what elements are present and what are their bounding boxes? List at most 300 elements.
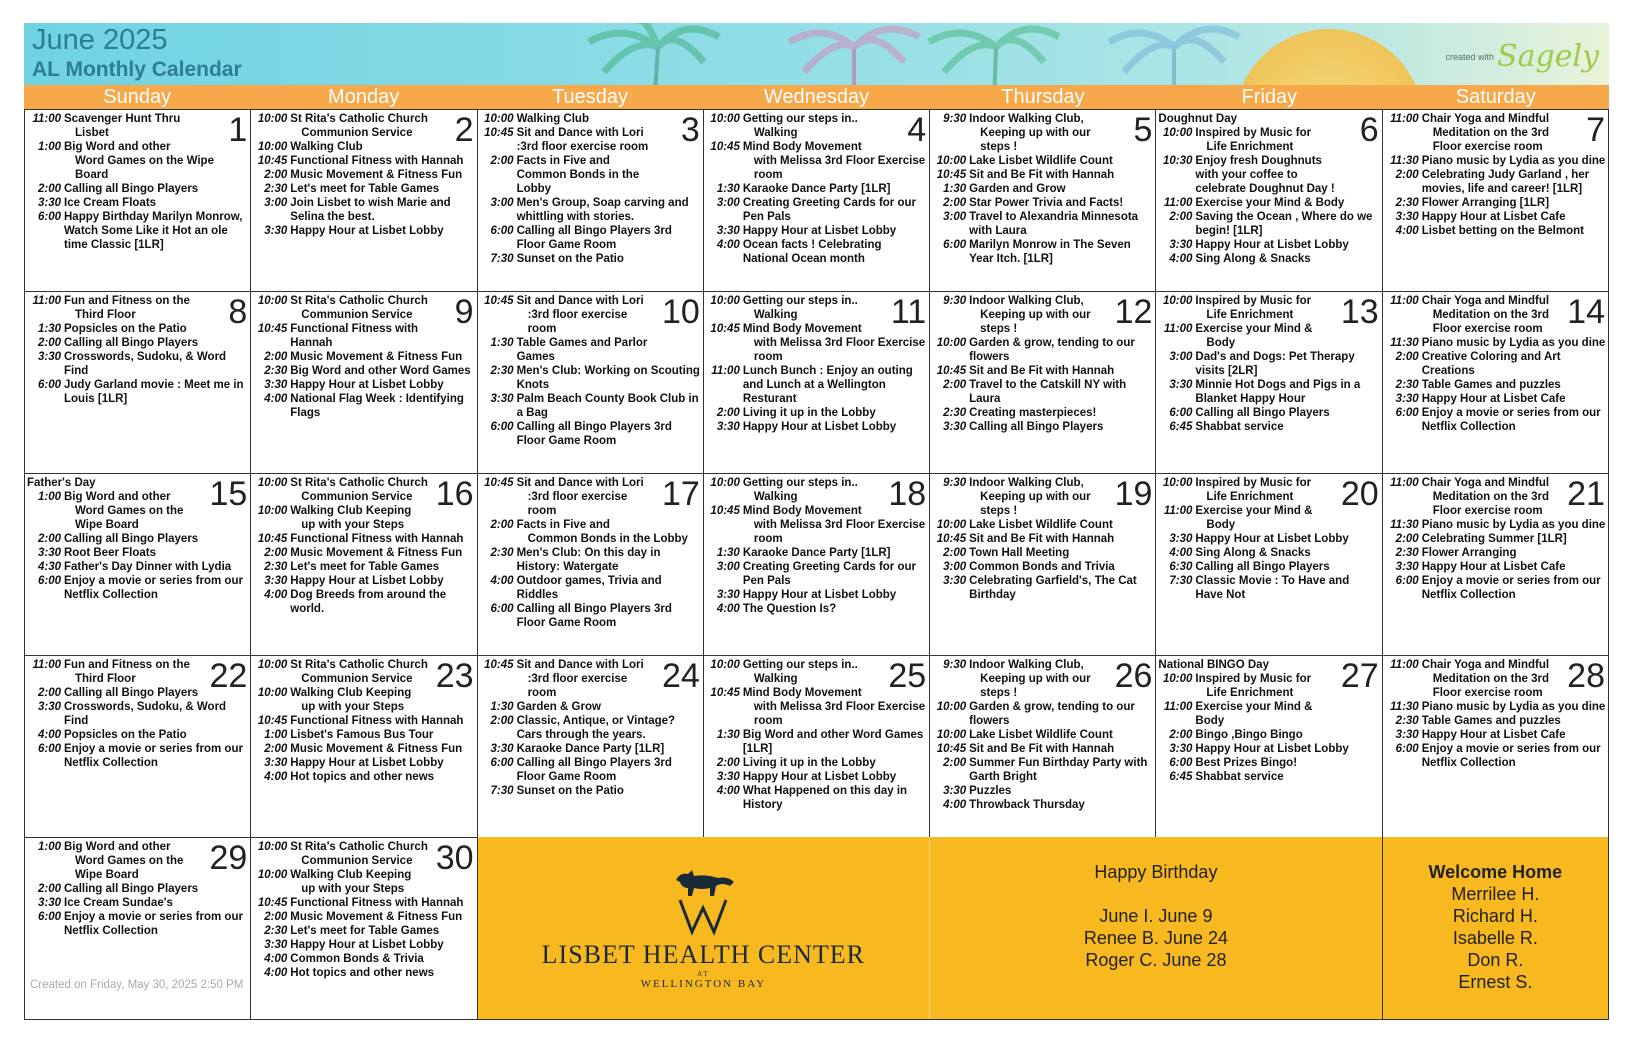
event-time: 10:45 (710, 505, 740, 517)
event-time (27, 154, 61, 182)
event-time (932, 140, 966, 154)
calendar-event (932, 798, 1153, 812)
event-time: 11:30 (1390, 701, 1419, 713)
event-title: Life Enrichment (1206, 491, 1294, 503)
calendar-event (1158, 196, 1379, 210)
event-title: Inspired by Music for (1195, 477, 1312, 489)
event-time: 3:30 (264, 575, 288, 587)
calendar-event (253, 728, 474, 742)
birthday-title: Happy Birthday (1094, 862, 1218, 882)
calendar-event (932, 196, 1153, 210)
event-time: 4:00 (490, 575, 514, 587)
event-title: Join Lisbet to wish Marie and Selina the best. (290, 197, 451, 223)
event-title: Garden and Grow (969, 183, 1066, 195)
event-title: Happy Hour at Lisbet Cafe (1421, 211, 1566, 223)
calendar-event (253, 910, 474, 924)
calendar-event (480, 532, 701, 546)
calendar-event (1385, 378, 1606, 392)
calendar-event (706, 784, 927, 812)
event-title: Sit and Dance with Lori (516, 659, 644, 671)
event-time (1158, 518, 1192, 532)
calendar-event (706, 602, 927, 616)
calendar-event (253, 756, 474, 770)
event-time: 2:00 (943, 757, 967, 769)
event-time: 3:30 (37, 351, 61, 363)
event-title: Getting our steps in.. (742, 477, 858, 489)
event-time: 2:30 (1395, 547, 1419, 559)
event-title: National Flag Week : Identifying Flags (290, 393, 464, 419)
event-title: Mind Body Movement (742, 323, 862, 335)
welcome-name: Isabelle R. (1452, 928, 1538, 948)
calendar-event (1385, 196, 1606, 210)
calendar-event (932, 784, 1153, 798)
event-title: Calling all Bingo Players 3rd Floor Game Room (516, 225, 672, 251)
calendar-event (1385, 154, 1606, 168)
event-time: 3:30 (943, 575, 967, 587)
event-title: steps ! (980, 323, 1018, 335)
event-title: :3rd floor exercise room (527, 673, 628, 699)
event-title: Happy Hour at Lisbet Lobby (290, 379, 444, 391)
event-time: 10:00 (1163, 127, 1193, 139)
calendar-event (1385, 168, 1606, 196)
event-time: 3:00 (716, 561, 740, 573)
event-title: Functional Fitness with Hannah (290, 533, 464, 545)
day-cell (25, 473, 251, 655)
event-title: Calling all Bingo Players (64, 183, 199, 195)
calendar-event (1385, 574, 1606, 602)
calendar-subtitle: AL Monthly Calendar (32, 58, 242, 81)
event-title: Crosswords, Sudoku, & Word Find (64, 701, 227, 727)
event-time: 7:30 (1169, 575, 1193, 587)
calendar-event (253, 112, 474, 126)
event-title: Best Prizes Bingo! (1195, 757, 1298, 769)
calendar-event (706, 154, 927, 182)
calendar-event (253, 924, 474, 938)
calendar-event (253, 700, 474, 714)
day-cell (704, 473, 930, 655)
event-title: Enjoy fresh Doughnuts with your coffee to celebrate Doughnut Day ! (1195, 155, 1335, 195)
event-title: steps ! (980, 141, 1018, 153)
event-time: 2:30 (490, 547, 514, 559)
calendar-event (932, 182, 1153, 196)
calendar-event (1158, 350, 1379, 378)
event-time: 10:00 (1163, 673, 1193, 685)
event-time: 3:30 (943, 421, 967, 433)
calendar-event (480, 420, 701, 448)
event-title: Common Bonds & Trivia (290, 953, 424, 965)
event-title: Calling all Bingo Players (1195, 407, 1330, 419)
event-title: Happy Hour at Lisbet Lobby (742, 771, 897, 783)
event-time: 1:00 (264, 729, 288, 741)
calendar-event (253, 126, 474, 140)
calendar-event (706, 140, 927, 154)
event-time: 10:45 (484, 295, 514, 307)
event-time: 3:30 (37, 897, 61, 909)
event-title: with Melissa 3rd Floor Exercise room (753, 337, 926, 363)
event-title: Getting our steps in.. (742, 295, 858, 307)
calendar-event (253, 308, 474, 322)
calendar-event (480, 154, 701, 196)
event-title: Happy Hour at Lisbet Cafe (1421, 561, 1566, 573)
calendar-event (1385, 518, 1606, 532)
event-time: 2:00 (490, 519, 514, 531)
event-time: 10:45 (484, 127, 514, 139)
event-time (706, 154, 740, 182)
event-time: 2:30 (1395, 197, 1419, 209)
event-time: 2:00 (1395, 533, 1419, 545)
day-number: 15 (209, 475, 248, 513)
event-time (253, 126, 287, 140)
event-title: Third Floor (75, 673, 136, 685)
event-title: Music Movement & Fitness Fun (290, 547, 463, 559)
calendar-event (706, 112, 927, 126)
event-title: Sit and Be Fit with Hannah (969, 743, 1115, 755)
event-time: 3:30 (1169, 533, 1193, 545)
event-title: Happy Hour at Lisbet Lobby (290, 939, 444, 951)
event-time: 6:00 (490, 603, 514, 615)
event-title: Indoor Walking Club, (969, 659, 1084, 671)
day-header-tuesday: Tuesday (552, 86, 629, 108)
calendar-event (1158, 700, 1379, 728)
event-title: Walking Club Keeping (290, 687, 412, 699)
event-title: Dog Breeds from around the world. (290, 589, 447, 615)
event-title: Chair Yoga and Mindful (1421, 659, 1550, 671)
calendar-event (932, 336, 1153, 364)
calendar-event (1158, 742, 1379, 756)
event-time: 3:30 (716, 771, 740, 783)
day-number: 10 (662, 293, 700, 331)
calendar-event (253, 378, 474, 392)
event-title: Calling all Bingo Players (64, 337, 199, 349)
event-title: Travel to the Catskill NY with Laura (969, 379, 1127, 405)
event-time: 1:30 (490, 701, 514, 713)
calendar-event (1158, 336, 1379, 350)
day-cell (25, 291, 251, 473)
calendar-event (932, 700, 1153, 728)
event-title: Enjoy a movie or series from our Netflix Collection (1421, 743, 1601, 769)
event-title: Throwback Thursday (969, 799, 1085, 811)
event-time: 2:00 (716, 757, 740, 769)
event-time: 6:45 (1169, 421, 1193, 433)
calendar-event (253, 770, 474, 784)
calendar-month-title: June 2025 (32, 24, 168, 56)
event-title: Chair Yoga and Mindful (1421, 113, 1550, 125)
day-cell (930, 109, 1156, 291)
event-title: Lake Lisbet Wildlife Count (969, 155, 1113, 167)
day-cell (251, 473, 477, 655)
event-title: St Rita's Catholic Church (290, 113, 428, 125)
event-title: Flower Arranging (1421, 547, 1517, 559)
event-time: 2:00 (1395, 169, 1419, 181)
horse-w-icon (658, 866, 748, 936)
event-title: steps ! (980, 687, 1018, 699)
event-time: 2:00 (264, 351, 288, 363)
day-header-monday: Monday (328, 86, 400, 108)
welcome-name: Richard H. (1452, 906, 1538, 926)
calendar-event (253, 140, 474, 154)
event-time: 10:00 (936, 155, 967, 167)
event-time (1385, 504, 1419, 518)
event-title: Walking Club (516, 113, 589, 125)
calendar-event (480, 546, 701, 574)
event-time (27, 518, 61, 532)
event-time: 10:00 (257, 687, 288, 699)
event-time: 10:45 (710, 687, 740, 699)
event-time: 4:00 (716, 239, 740, 251)
event-time: 2:30 (1395, 379, 1419, 391)
event-title: Crosswords, Sudoku, & Word Find (64, 351, 227, 377)
event-time: 6:00 (1169, 757, 1193, 769)
day-number: 20 (1340, 475, 1379, 513)
event-time: 2:00 (490, 715, 514, 727)
event-title: Father's Day Dinner with Lydia (64, 561, 232, 573)
calendar-event (1385, 112, 1606, 126)
event-title: Enjoy a movie or series from our Netflix Collection (64, 911, 243, 937)
day-cell (1156, 473, 1382, 655)
birthday-name: June I. June 9 (1099, 906, 1213, 926)
calendar-event (932, 112, 1153, 126)
calendar-event (706, 406, 927, 420)
event-title: Table Games and puzzles (1421, 715, 1561, 727)
palm-tree-icon (784, 23, 924, 85)
event-time: 1:00 (37, 491, 61, 503)
event-time (706, 490, 740, 504)
event-time: 3:30 (1395, 729, 1419, 741)
event-title: Indoor Walking Club, (969, 295, 1084, 307)
event-time: 3:30 (37, 197, 61, 209)
event-title: Walking Club Keeping (290, 505, 412, 517)
calendar-event (253, 896, 474, 910)
created-on-footer: Created on Friday, May 30, 2025 2:50 PM (30, 979, 244, 991)
event-title: Ocean facts ! Celebrating National Ocean month (742, 239, 882, 265)
palm-tree-icon (584, 23, 724, 85)
event-title: Happy Hour at Lisbet Lobby (742, 421, 897, 433)
event-time (27, 672, 61, 686)
event-time: 2:00 (37, 183, 61, 195)
day-number: 26 (1114, 657, 1153, 695)
event-title: Enjoy a movie or series from our Netflix Collection (1421, 407, 1601, 433)
calendar-event (1385, 728, 1606, 742)
event-title: Walking Club (290, 141, 363, 153)
calendar-event (480, 518, 701, 532)
event-title: Bingo ,Bingo Bingo (1195, 729, 1303, 741)
event-title: Body (1206, 337, 1236, 349)
event-title: Ice Cream Floats (64, 197, 157, 209)
event-time: 3:00 (943, 561, 967, 573)
day-cell (704, 655, 930, 837)
calendar-event (1385, 392, 1606, 406)
event-title: Inspired by Music for (1195, 295, 1312, 307)
calendar-event (1158, 756, 1379, 770)
event-time: 2:00 (37, 883, 61, 895)
day-header-saturday: Saturday (1455, 86, 1536, 108)
event-time: 6:00 (37, 911, 61, 923)
event-title: Sit and Dance with Lori :3rd floor exercise room (516, 127, 649, 153)
event-title: Scavenger Hunt Thru (64, 113, 181, 125)
event-time (932, 686, 966, 700)
event-time: 3:30 (37, 701, 61, 713)
event-title: up with your Steps (301, 701, 405, 713)
event-title: Keeping up with our (980, 309, 1091, 321)
day-number: 25 (888, 657, 927, 695)
event-title: Sit and Dance with Lori (516, 477, 644, 489)
calendar-event (253, 182, 474, 196)
calendar-event (1158, 210, 1379, 238)
day-number: 18 (888, 475, 927, 513)
birthday-name: Roger C. June 28 (1085, 950, 1227, 970)
event-time: 7:30 (490, 253, 514, 265)
event-time: 6:45 (1169, 771, 1193, 783)
event-time: 3:30 (1169, 743, 1193, 755)
event-time: 6:00 (37, 575, 61, 587)
event-title: Piano music by Lydia as you dine (1421, 701, 1606, 713)
day-cell (25, 655, 251, 837)
event-time: 10:00 (710, 295, 740, 307)
calendar-event (706, 238, 927, 266)
event-title: Calling all Bingo Players (1195, 561, 1330, 573)
event-time: 2:00 (264, 743, 288, 755)
event-time (1385, 686, 1419, 700)
calendar-event (253, 546, 474, 560)
event-title: Enjoy a movie or series from our Netflix Collection (64, 743, 243, 769)
day-number: 17 (662, 475, 700, 513)
calendar-event (1385, 742, 1606, 770)
event-time (1385, 308, 1419, 322)
event-time: 2:00 (37, 687, 61, 699)
calendar-event (1385, 126, 1606, 140)
calendar-event (932, 140, 1153, 154)
event-title: Creating masterpieces! (969, 407, 1097, 419)
event-time: 9:30 (943, 295, 967, 307)
event-title: with Melissa 3rd Floor Exercise room (753, 155, 926, 181)
event-time (253, 308, 287, 322)
calendar-event (1158, 238, 1379, 252)
calendar-event (1158, 518, 1379, 532)
event-title: Meditation on the 3rd (1432, 673, 1549, 685)
event-time: 2:00 (37, 533, 61, 545)
calendar-event (932, 560, 1153, 574)
event-title: Shabbat service (1195, 421, 1284, 433)
event-time: 2:00 (943, 379, 967, 391)
event-title: Third Floor (75, 309, 136, 321)
event-time: 6:00 (490, 421, 514, 433)
day-cell (1156, 655, 1382, 837)
calendar-event (706, 700, 927, 728)
event-time: 10:00 (710, 113, 740, 125)
event-title: Sunset on the Patio (516, 785, 624, 797)
day-cell (1156, 109, 1382, 291)
calendar-event (706, 182, 927, 196)
day-number: 22 (209, 657, 248, 695)
event-time: 2:00 (37, 337, 61, 349)
calendar-event (932, 238, 1153, 266)
event-time: 1:30 (716, 729, 740, 741)
welcome-home-box (1383, 837, 1609, 1019)
event-title: Men's Club: On this day in History: Watergate (516, 547, 661, 573)
event-time: 10:00 (257, 295, 288, 307)
day-cell (25, 837, 251, 1019)
calendar-event (480, 700, 701, 714)
event-time: 10:45 (936, 169, 967, 181)
calendar-event (480, 252, 701, 266)
event-title: Happy Hour at Lisbet Lobby (1195, 239, 1349, 251)
event-title: Enjoy a movie or series from our Netflix Collection (1421, 575, 1601, 601)
day-header-sunday: Sunday (103, 86, 172, 108)
event-time: 2:00 (1169, 729, 1193, 741)
event-time: 2:00 (264, 547, 288, 559)
event-time: 3:30 (490, 393, 514, 405)
calendar-event (480, 714, 701, 742)
event-title: Calling all Bingo Players 3rd Floor Game Room (516, 421, 672, 447)
event-time: 11:00 (1390, 477, 1419, 489)
calendar-event (253, 966, 474, 980)
event-time: 6:30 (1169, 561, 1193, 573)
calendar-event (706, 224, 927, 238)
event-title: Big Word and other (64, 491, 171, 503)
event-time: 1:30 (943, 183, 967, 195)
calendar-event (27, 742, 248, 770)
event-title: Floor exercise room (1432, 141, 1543, 153)
event-time: 10:45 (710, 141, 740, 153)
day-observance: Doughnut Day (1158, 113, 1237, 125)
calendar-event (253, 224, 474, 238)
event-title: Minnie Hot Dogs and Pigs in a Blanket Happy Hour (1195, 379, 1361, 405)
day-cell (251, 291, 477, 473)
event-time (932, 672, 966, 686)
event-title: Happy Hour at Lisbet Lobby (1195, 743, 1349, 755)
calendar-event (1158, 574, 1379, 602)
event-title: Calling all Bingo Players (969, 421, 1104, 433)
event-title: Sit and Dance with Lori (516, 295, 644, 307)
event-time: 2:00 (264, 169, 288, 181)
calendar-event (253, 364, 474, 378)
welcome-name: Don R. (1467, 950, 1524, 970)
welcome-name: Ernest S. (1458, 972, 1533, 992)
event-time: 11:00 (32, 295, 61, 307)
event-title: Inspired by Music for (1195, 127, 1312, 139)
event-title: Travel to Alexandria Minnesota with Laura (969, 211, 1139, 237)
calendar-event (27, 896, 248, 910)
event-time: 11:00 (1163, 505, 1193, 517)
event-title: Happy Birthday Marilyn Monrow, Watch Some Like it Hot an ole time Classic [1LR] (64, 211, 243, 251)
event-title: Big Word and other (64, 841, 171, 853)
event-title: St Rita's Catholic Church (290, 841, 428, 853)
calendar-event (1385, 406, 1606, 434)
event-time: 1:30 (37, 323, 61, 335)
event-time: 2:30 (943, 407, 967, 419)
calendar-event (1158, 546, 1379, 560)
event-title: Let's meet for Table Games (290, 561, 440, 573)
calendar-event (1385, 224, 1606, 238)
event-time (253, 854, 287, 868)
event-time: 2:30 (264, 183, 288, 195)
event-title: Celebrating Judy Garland , her movies, life and career! [1LR] (1421, 169, 1590, 195)
sagely-brand (1446, 39, 1599, 74)
event-time: 10:30 (1163, 155, 1193, 167)
event-time: 3:30 (37, 547, 61, 559)
event-title: Body (1206, 519, 1236, 531)
event-title: Celebrating Garfield's, The Cat Birthday (969, 575, 1137, 601)
event-time: 10:45 (257, 533, 288, 545)
calendar-event (932, 210, 1153, 238)
center-name: LISBET HEALTH CENTER (541, 940, 866, 969)
day-cell (704, 291, 930, 473)
event-title: Mind Body Movement (742, 141, 862, 153)
event-title: :3rd floor exercise room (527, 491, 628, 517)
event-title: Functional Fitness with Hannah (290, 155, 464, 167)
calendar-event (480, 364, 701, 392)
event-title: up with your Steps (301, 519, 405, 531)
